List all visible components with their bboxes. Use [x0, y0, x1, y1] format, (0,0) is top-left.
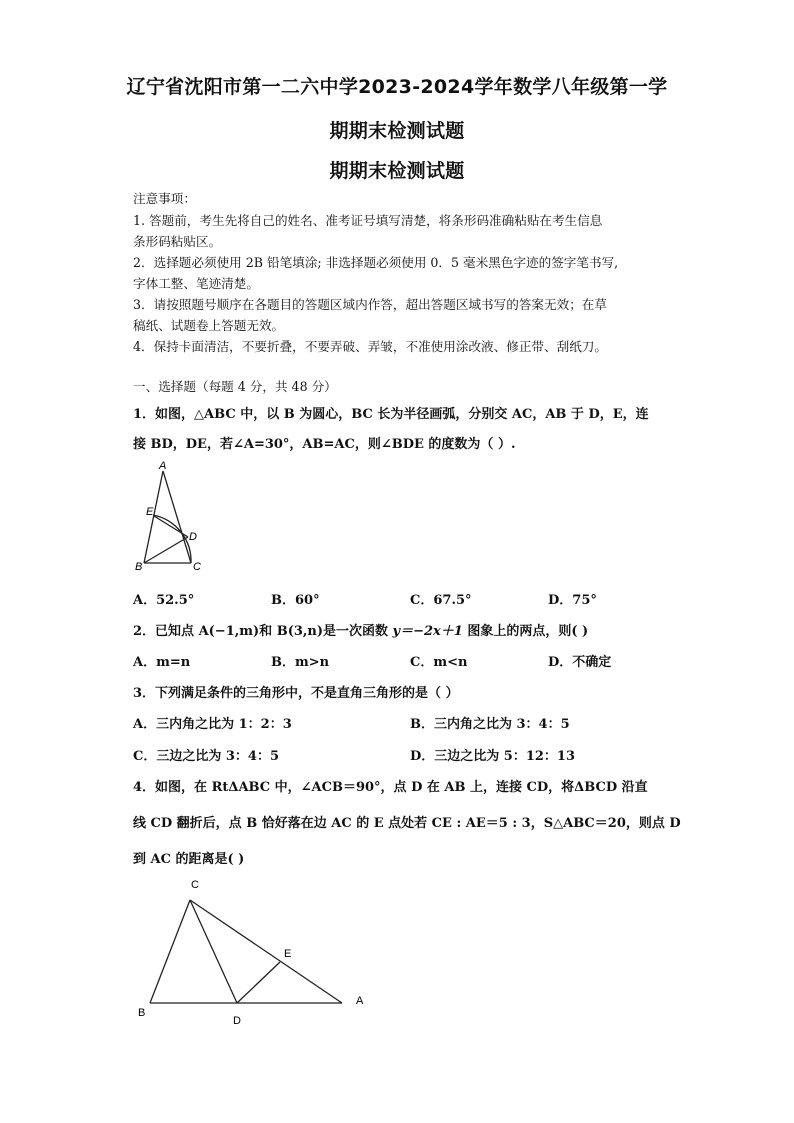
notice-heading: 注意事项： — [133, 191, 196, 206]
title-line-1: 辽宁省沈阳市第一二六中学2023-2024学年数学八年级第一学 — [126, 76, 668, 98]
notice-line: 条形码粘贴区。 — [133, 234, 222, 249]
notice-line: 4．保持卡面清洁，不要折叠，不要弄破、弄皱，不准使用涂改液、修正带、刮纸刀。 — [133, 339, 607, 354]
q1-figure — [133, 458, 223, 576]
notice-line: 字体工整、笔迹清楚。 — [133, 276, 259, 291]
q4-label-c: C — [191, 879, 199, 891]
q4-stem: 4．如图，在 RtΔABC 中，∠ACB＝90°，点 D 在 AB 上，连接 CD，将ΔBCD 沿直 — [133, 780, 648, 795]
q2-formula: y＝−2x＋1 — [392, 624, 463, 639]
q1-option-c[interactable]: C．67.5° — [410, 593, 472, 608]
q1-option-a[interactable]: A．52.5° — [133, 593, 195, 608]
q1-label-e: E — [146, 506, 154, 518]
notice-line: 稿纸、试题卷上答题无效。 — [133, 318, 285, 333]
title-line-3: 期期末检测试题 — [329, 160, 465, 182]
q4-label-d: D — [233, 1015, 241, 1027]
q1-label-c: C — [193, 561, 201, 573]
q4-label-a: A — [356, 995, 364, 1007]
notice-line: 3．请按照题号顺序在各题目的答题区域内作答，超出答题区域书写的答案无效；在草 — [133, 297, 607, 312]
title-line-2: 期期末检测试题 — [329, 120, 465, 142]
q2-option-d[interactable]: D．不确定 — [548, 655, 612, 670]
q2-option-b[interactable]: B．m>n — [271, 655, 330, 670]
q1-label-d: D — [189, 531, 197, 543]
q1-stem: 接 BD，DE，若∠A=30°，AB=AC，则∠BDE 的度数为（ ）. — [133, 437, 516, 452]
q3-option-d[interactable]: D．三边之比为 5：12：13 — [410, 749, 576, 764]
q1-option-b[interactable]: B．60° — [271, 593, 320, 608]
q1-label-b: B — [135, 561, 143, 573]
q4-label-b: B — [138, 1007, 146, 1019]
q4-figure — [130, 872, 380, 1032]
notice-line: 2．选择题必须使用 2B 铅笔填涂; 非选择题必须使用 0．5 毫米黑色字迹的签字笔书写, — [133, 255, 619, 270]
q2-stem-pre: 2．已知点 A(−1,m)和 B(3,n)是一次函数 — [133, 624, 393, 639]
q2-stem — [133, 620, 673, 639]
q3-option-a[interactable]: A．三内角之比为 1：2：3 — [133, 717, 292, 732]
q4-stem: 到 AC 的距离是( ) — [133, 852, 245, 867]
q2-stem-post: 图象上的两点，则( ) — [462, 624, 589, 639]
q1-label-a: A — [159, 460, 167, 472]
q2-option-a[interactable]: A．m=n — [133, 655, 191, 670]
q3-stem: 3．下列满足条件的三角形中，不是直角三角形的是（ ） — [133, 686, 459, 701]
q4-stem: 线 CD 翻折后，点 B 恰好落在边 AC 的 E 点处若 CE : AE＝5 : 3，S△ABC＝20，则点 D — [133, 816, 681, 831]
q4-label-e: E — [284, 948, 292, 960]
q3-option-c[interactable]: C．三边之比为 3：4：5 — [133, 749, 280, 764]
q1-stem: 1．如图，△ABC 中，以 B 为圆心，BC 长为半径画弧，分别交 AC，AB 于 D，E，连 — [133, 407, 649, 422]
q1-option-d[interactable]: D．75° — [548, 593, 597, 608]
q2-option-c[interactable]: C．m<n — [410, 655, 468, 670]
notice-line: 1. 答题前，考生先将自己的姓名、准考证号填写清楚，将条形码准确粘贴在考生信息 — [133, 213, 603, 228]
q3-option-b[interactable]: B．三内角之比为 3：4：5 — [410, 717, 570, 732]
section-heading: 一、选择题（每题 4 分，共 48 分） — [133, 379, 337, 394]
